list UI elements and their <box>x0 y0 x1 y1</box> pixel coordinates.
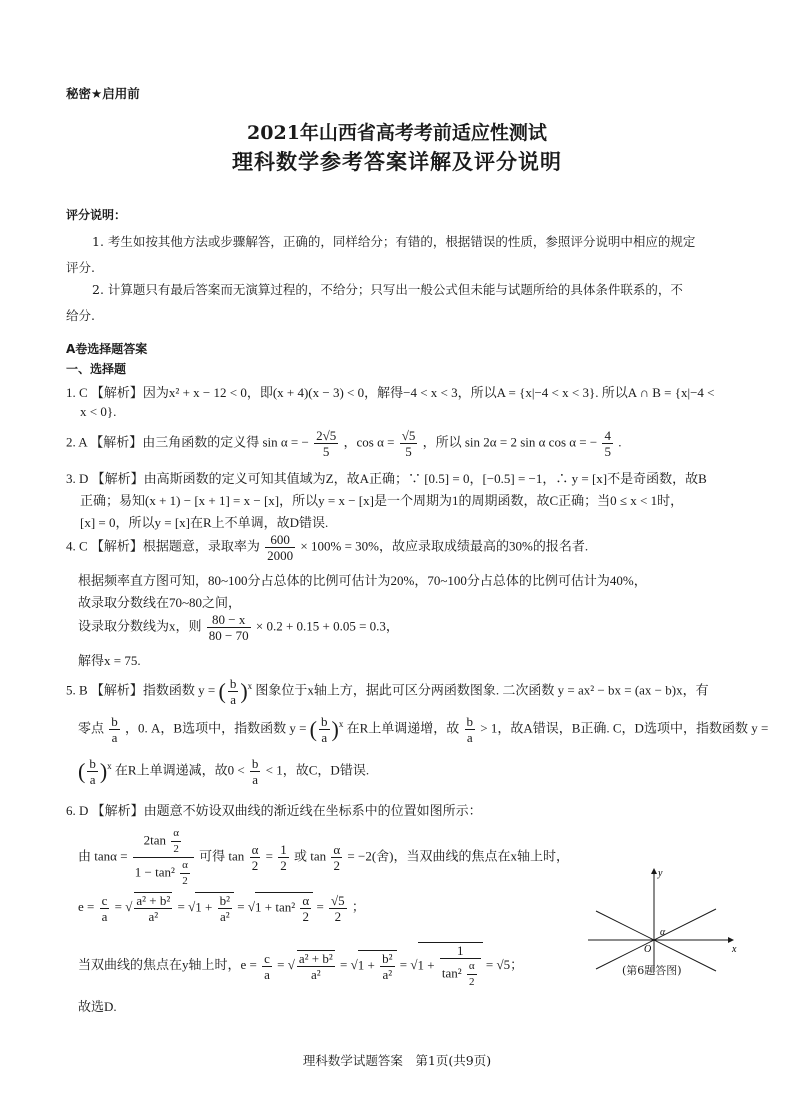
q5-text-2c: 在R上单调递增，故 <box>346 720 460 736</box>
q6-a2: a² <box>219 909 230 924</box>
q6-text-focus-x: = −2(舍)，当双曲线的焦点在x轴上时， <box>347 848 569 864</box>
q6-half-den: 2 <box>280 858 287 873</box>
q6-text-focus-y: 当双曲线的焦点在y轴上时，e = <box>78 956 257 972</box>
q6-one: 1 <box>440 943 481 959</box>
q2-text-end: . <box>618 434 622 450</box>
q6-two-4: 2 <box>333 858 341 873</box>
q5-frac-a-3: a <box>321 730 328 745</box>
q6-eq-1: = <box>265 848 273 864</box>
q5-text-3a: 在R上单调递减，故0 < <box>114 762 245 778</box>
q5-frac-a-4: a <box>466 730 473 745</box>
q1-solution-line-1: 1. C 【解析】因为x² + x − 12 < 0，即(x + 4)(x − 3) < 0，解得−4 < x < 3，所以A = {x|−4 < x < 3}. 所以A ∩ B = {x|−4 < <box>66 385 715 400</box>
q4-text-equation: × 0.2 + 0.15 + 0.05 = 0.3， <box>255 618 399 634</box>
q6-text-get: 可得 tan <box>199 848 245 864</box>
q6-solution-line-2 <box>78 826 569 889</box>
q6-eq-5: = <box>316 898 324 914</box>
q5-text-1b: 图象位于x轴上方，据此可区分两函数图象. 二次函数 y = ax² − bx = (ax − b)x，有 <box>255 682 709 698</box>
q6-one-plus-3: 1 + <box>417 957 435 973</box>
q3-solution-line-2: 正确；易知(x + 1) − [x + 1] = x − [x]，所以y = x − [x]是一个周期为1的周期函数，故C正确；当0 ≤ x < 1时， <box>80 493 684 508</box>
q6-eq-4: = <box>237 898 245 914</box>
q5-solution-line-3: ( $\frac{b}{a}$ )$^x$ 在R上单调递减，故0 < $\frac{b}{a}$ < 1，故C，D错误. <box>78 756 370 787</box>
q6-two-1: 2 <box>173 843 179 855</box>
q2-frac3-den: 5 <box>604 444 611 459</box>
q2-frac3-num: 4 <box>604 428 611 443</box>
y-axis-label: y <box>658 868 663 879</box>
q6-alpha-1: α <box>171 826 181 842</box>
exam-title: 2021年山西省高考考前适应性测试 <box>247 122 547 144</box>
part-one-heading: 一、选择题 <box>66 362 127 376</box>
q2-frac1-den: 5 <box>322 444 330 459</box>
q6-sqrt-num: a² + b² <box>136 893 171 908</box>
q6-alpha-5: α <box>302 893 310 908</box>
q5-solution-line-2: 零点 $\frac{b}{a}$ ，0. A，B选项中，指数函数 y = ( $\frac{b}{a}$ )$^x$ 在R上单调递增，故 $\frac{b}{a}$ > 1，故A错误，B正确. C，D选项中，指数函数 y = <box>78 714 769 745</box>
q5-frac-b-2: b <box>111 714 118 729</box>
q6-alpha-4: α <box>333 842 341 857</box>
q1-solution-line-2: x < 0}. <box>80 404 117 419</box>
q4-solution-line-1 <box>66 532 588 563</box>
q2-fraction-sin <box>314 428 338 459</box>
q6-semicolon: ； <box>351 898 365 914</box>
q6-alpha-3: α <box>251 842 259 857</box>
y-axis-arrow <box>651 868 657 874</box>
q5-frac-b-4: b <box>466 714 473 729</box>
q5-text-2b: ，0. A，B选项中，指数函数 y = <box>125 720 307 736</box>
q6-result-den: 2 <box>334 908 342 924</box>
q4-frac1-num: 600 <box>265 532 295 548</box>
q6-double-angle-fraction <box>133 826 194 889</box>
q6-den-1tan: 1 − tan² <box>134 864 175 880</box>
q4-solution-line-3: 故录取分数线在70~80之间， <box>78 595 242 610</box>
q5-text-1a: 5. B 【解析】指数函数 y = <box>66 682 216 698</box>
q4-frac2-num: 80 − x <box>207 612 251 628</box>
q6-two-6: 2 <box>469 976 475 988</box>
q3-solution-line-1: 3. D 【解析】由高斯函数的定义可知其值域为Z，故A正确；∵ [0.5] = 0，[−0.5] = −1，∴ y = [x]不是奇函数，故B <box>66 471 707 486</box>
asymptote-2 <box>596 909 716 969</box>
q5-frac-b: b <box>229 676 237 691</box>
q6-eq-6: = <box>277 956 285 972</box>
q2-text-start: 2. A 【解析】由三角函数的定义得 sin α = − <box>66 434 309 450</box>
q4-text-start: 4. C 【解析】根据题意，录取率为 <box>66 538 260 554</box>
q5-text-3b: < 1，故C，D错误. <box>265 762 370 778</box>
q6-num-2tan: 2tan <box>143 832 167 848</box>
q4-text-rate: × 100% = 30%，故应录取成绩最高的30%的报名者. <box>300 538 589 554</box>
q4-fraction-score <box>207 612 251 643</box>
angle-label: α <box>660 927 666 938</box>
q5-text-2a: 零点 <box>78 720 105 736</box>
q5-frac-b-5: b <box>89 756 96 771</box>
note-1-line-2: 评分. <box>66 260 95 275</box>
q2-frac2-num: √5 <box>401 428 416 443</box>
origin-label: O <box>644 944 652 955</box>
x-axis-arrow <box>728 937 734 943</box>
confidential-label: 秘密★启用前 <box>66 86 140 101</box>
q6-solution-line-4: 当双曲线的焦点在y轴上时，e = $\frac{c}{a}$ = √ $\frac{\text{a² + b²}}{\text{a²}}$ = √1 + $\frac{\text{b²}}{\text{a²}}$ = √1 + 1 tan² $\frac{\alpha}{2}$ = √5； <box>78 943 524 988</box>
q2-solution <box>66 428 621 459</box>
q6-conclusion: 故选D. <box>78 999 117 1014</box>
q4-frac2-den: 80 − 70 <box>208 628 249 643</box>
q6-solution-line-1: 6. D 【解析】由题意不妨设双曲线的渐近线在坐标系中的位置如图所示： <box>66 803 482 818</box>
q6-b2-2: b² <box>382 951 393 966</box>
q2-text-sin2a: ，所以 sin 2α = 2 sin α cos α = − <box>422 434 598 450</box>
q6-c-2: c <box>264 950 270 966</box>
q6-eq-2: = <box>114 898 122 914</box>
q4-solution-line-4 <box>78 612 399 643</box>
q6-alpha-6: α <box>467 959 477 975</box>
q6-text-or: 或 tan <box>293 848 327 864</box>
q2-fraction-cos <box>400 428 418 459</box>
q2-frac1-num: 2√5 <box>316 428 337 443</box>
q6-one-plus: 1 + <box>195 899 213 915</box>
q6-a-2: a <box>264 966 270 982</box>
q6-sqrt-den-2: a² <box>310 967 321 982</box>
q6-eq-3: = <box>177 898 185 914</box>
q5-frac-b-6: b <box>251 756 259 771</box>
q4-solution-line-2: 根据频率直方图可知，80~100分占总体的比例可估计为20%，70~100分占总体的比例可估计为40%， <box>78 573 647 588</box>
q6-solution-line-3: e = $\frac{c}{a}$ = √ $\frac{\text{a² + b²}}{\text{a²}}$ = √1 + $\frac{\text{b²}}{\text{a²}}$ = √1 + tan² $\frac{\alpha}{2}$ = $\frac{√5}{2}$ ； <box>78 892 365 924</box>
q2-text-cos: ，cos α = <box>343 434 395 450</box>
q6-one-plus-tan: 1 + tan² <box>255 899 296 915</box>
notes-heading: 评分说明： <box>66 208 127 222</box>
q6-eq-8: = <box>399 956 408 972</box>
q3-solution-line-3: [x] = 0，所以y = [x]在R上不单调，故D错误. <box>80 515 329 530</box>
q4-solution-line-5: 解得x = 75. <box>78 653 141 668</box>
exam-subtitle: 理科数学参考答案详解及评分说明 <box>232 150 562 174</box>
q6-result-num: √5 <box>331 892 345 908</box>
q6-a2-2: a² <box>382 967 393 982</box>
q5-frac-a-5: a <box>89 772 96 787</box>
x-axis-label: x <box>732 944 737 955</box>
page-footer: 理科数学试题答案 第1页(共9页) <box>302 1053 492 1068</box>
q5-frac-a-2: a <box>111 730 118 745</box>
q6-sqrt-num-2: a² + b² <box>298 951 333 966</box>
q6-result-2: = √5； <box>485 956 524 972</box>
q6-two-3: 2 <box>251 858 259 873</box>
q6-half-num: 1 <box>280 842 287 857</box>
section-a-heading: A卷选择题答案 <box>66 342 148 356</box>
q6-eq-7: = <box>340 956 348 972</box>
q6-text-tan: 由 tanα = <box>78 848 128 864</box>
q6-figure-caption: (第6题答图) <box>622 964 682 977</box>
q4-text-set: 设录取分数线为x，则 <box>78 618 202 634</box>
note-2-line-1: 2. 计算题只有最后答案而无演算过程的，不给分；只写出一般公式但未能与试题所给的具体条件联系的，不 <box>92 282 683 297</box>
q5-frac-a: a <box>230 692 236 707</box>
q6-c: c <box>101 892 108 908</box>
q5-solution-line-1: 5. B 【解析】指数函数 y = ( $\frac{b}{a}$ )$^x$ 图象位于x轴上方，据此可区分两函数图象. 二次函数 y = ax² − bx = (ax − b)x，有 <box>66 676 709 707</box>
q5-frac-b-3: b <box>321 714 328 729</box>
q6-alpha-2: α <box>180 858 190 874</box>
q4-frac1-den: 2000 <box>267 548 294 563</box>
q6-a: a <box>101 908 108 924</box>
q2-fraction-result <box>602 428 613 459</box>
q6-two-5: 2 <box>302 909 310 924</box>
q6-asymptote-figure <box>588 864 738 976</box>
q2-frac2-den: 5 <box>405 444 412 459</box>
note-2-line-2: 给分. <box>66 308 95 323</box>
q5-frac-a-6: a <box>252 772 259 787</box>
q6-e-eq: e = <box>78 898 95 914</box>
q6-two-2: 2 <box>182 875 188 887</box>
q4-fraction-rate <box>265 532 295 563</box>
q6-b2: b² <box>219 893 231 908</box>
q5-text-2d: > 1，故A错误，B正确. C，D选项中，指数函数 y = <box>480 720 769 736</box>
q6-one-plus-2: 1 + <box>357 957 375 973</box>
note-1-line-1: 1. 考生如按其他方法或步骤解答，正确的，同样给分；有错的，根据错误的性质，参照评分说明中相应的规定 <box>92 234 696 249</box>
q6-sqrt-den: a² <box>148 909 159 924</box>
